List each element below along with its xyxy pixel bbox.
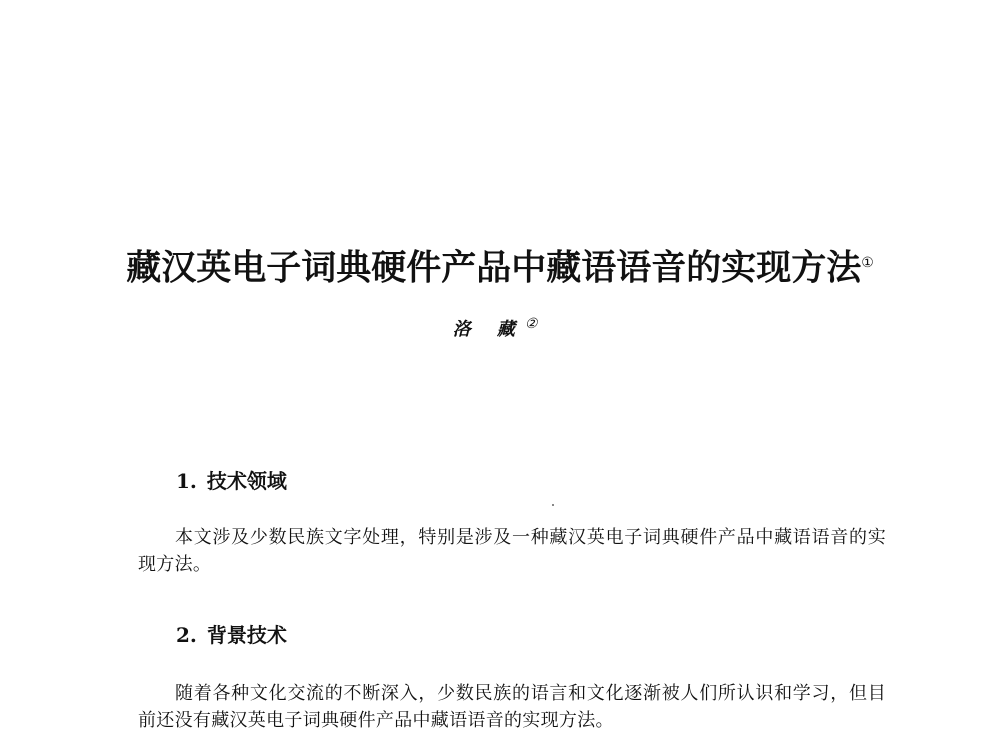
section-number: 2. [176, 623, 197, 647]
section-paragraph-1: 本文涉及少数民族文字处理，特别是涉及一种藏汉英电子词典硬件产品中藏语语音的实现方法。 [138, 527, 886, 575]
section-paragraph-2: 随着各种文化交流的不断深入，少数民族的语言和文化逐渐被人们所认识和学习，但目前还没有藏汉英电子词典硬件产品中藏语语音的实现方法。 [138, 683, 886, 731]
section-title: 背景技术 [206, 623, 287, 647]
author-line [0, 315, 1000, 341]
section-heading-2 [176, 619, 287, 648]
scan-speck [552, 504, 554, 506]
author-footnote-marker: ② [524, 316, 548, 332]
title-footnote-marker: ① [861, 255, 874, 271]
section-heading-1 [176, 465, 287, 494]
section-title: 技术领域 [206, 469, 287, 493]
paper-title-text: 藏汉英电子词典硬件产品中藏语语音的实现方法 [126, 247, 862, 289]
paper-title [0, 238, 1000, 294]
author-name: 洛 藏 [452, 319, 525, 340]
section-number: 1. [176, 469, 197, 493]
